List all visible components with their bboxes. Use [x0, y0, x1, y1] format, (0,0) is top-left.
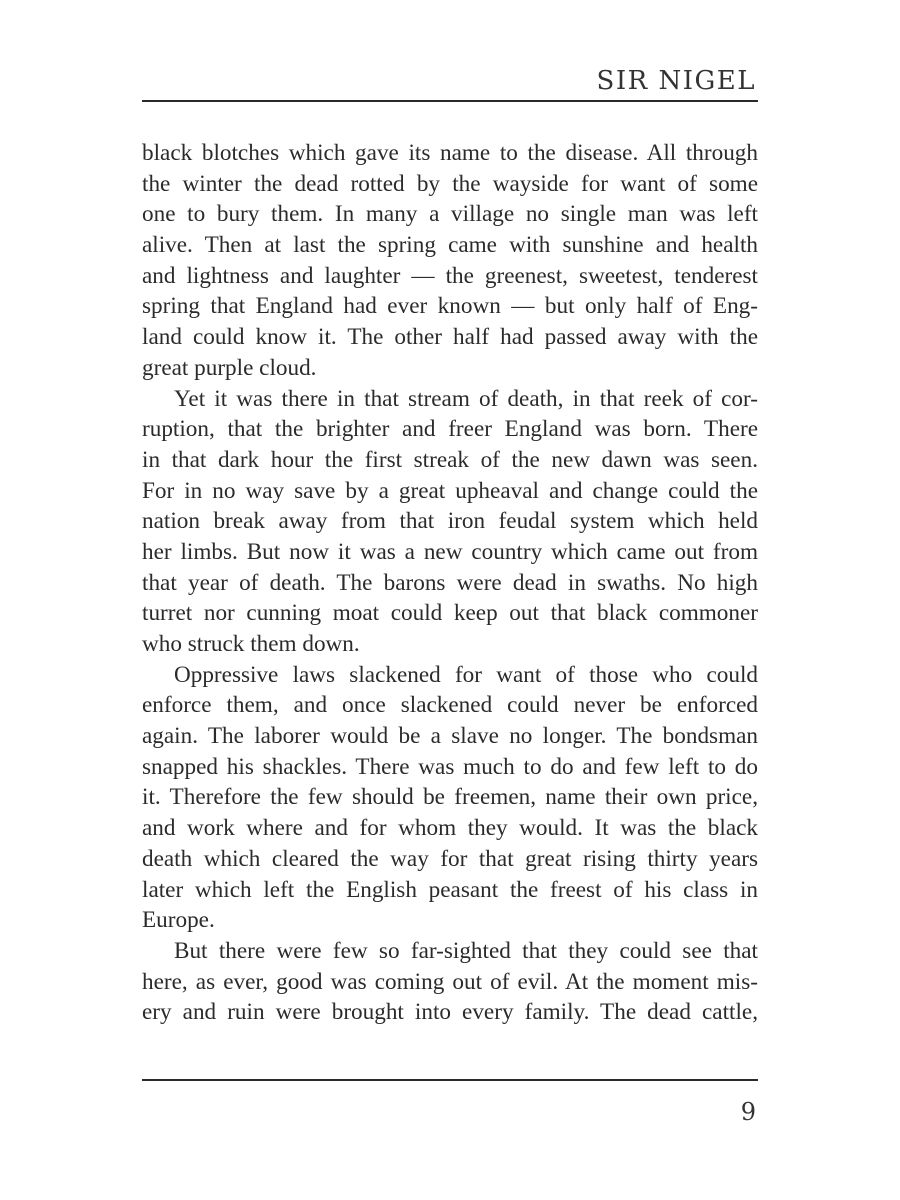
text-line: snapped his shackles. There was much to do and few left to do [142, 753, 758, 780]
text-line: later which left the English peasant the freest of his class in [142, 876, 758, 903]
text-line: land could know it. The other half had passed away with the [142, 324, 758, 351]
text-line: and work where and for whom they would. It was the black [142, 815, 758, 842]
text-line: But there were few so far-sighted that they could see that [174, 937, 758, 964]
text-line: Europe. [142, 907, 215, 934]
text-line: Yet it was there in that stream of death, in that reek of cor- [174, 385, 758, 412]
header-rule [142, 100, 758, 102]
text-line: that year of death. The barons were dead in swaths. No high [142, 569, 758, 596]
footer-rule [142, 1079, 758, 1081]
text-line: spring that England had ever known — but only half of Eng- [142, 293, 758, 320]
text-line: who struck them down. [142, 631, 360, 657]
text-line: the winter the dead rotted by the wayside for want of some [142, 170, 758, 197]
text-line: great purple cloud. [142, 354, 317, 381]
text-line: and lightness and laughter — the greenest, sweetest, tenderest [142, 262, 758, 289]
text-line: here, as ever, good was coming out of evil. At the moment mis- [142, 968, 758, 995]
text-line: her limbs. But now it was a new country which came out from [142, 538, 758, 565]
text-line: alive. Then at last the spring came with sunshine and health [142, 232, 758, 259]
text-line: ruption, that the brighter and freer England was born. There [142, 416, 758, 443]
text-line: one to bury them. In many a village no single man was left [142, 201, 758, 228]
text-line: death which cleared the way for that great rising thirty years [142, 845, 758, 872]
text-line: enforce them, and once slackened could never be enforced [142, 692, 758, 719]
text-line: turret nor cunning moat could keep out that black commoner [142, 600, 758, 627]
text-line: black blotches which gave its name to the disease. All through [142, 140, 758, 166]
text-line: it. Therefore the few should be freemen, name their own price, [142, 784, 758, 811]
text-line: again. The laborer would be a slave no longer. The bondsman [142, 723, 758, 750]
text-line: For in no way save by a great upheaval and change could the [142, 477, 758, 504]
text-line: nation break away from that iron feudal system which held [142, 508, 758, 535]
page-number: 9 [740, 1098, 756, 1126]
body-text [142, 138, 758, 1028]
text-line: ery and ruin were brought into every family. The dead cattle, [142, 999, 758, 1026]
text-line: in that dark hour the first streak of the new dawn was seen. [142, 446, 758, 473]
text-line: Oppressive laws slackened for want of those who could [174, 661, 758, 688]
running-header-title: SIR NIGEL [596, 66, 756, 96]
